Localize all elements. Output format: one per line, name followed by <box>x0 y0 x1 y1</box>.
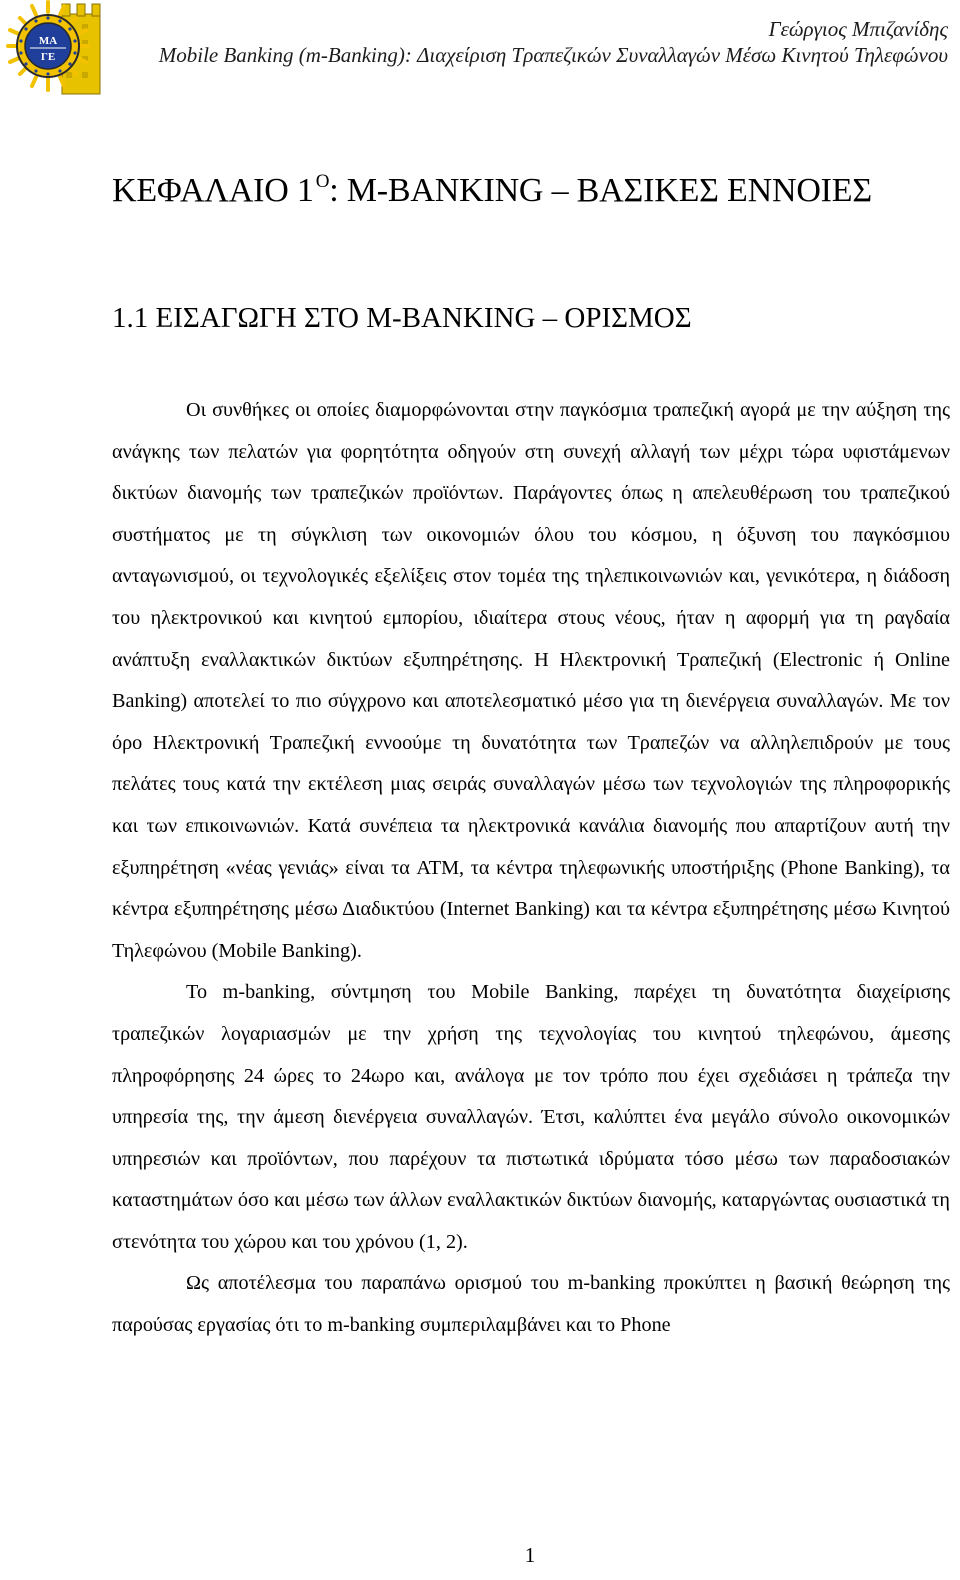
page-number: 1 <box>524 1543 536 1567</box>
svg-text:ΓΕ: ΓΕ <box>40 51 56 63</box>
svg-text:ΜΑ: ΜΑ <box>38 35 58 47</box>
header-author: Γεώργιος Μπιζανίδης <box>768 17 948 41</box>
section-title: 1.1 ΕΙΣΑΓΩΓΗ ΣΤΟ M-BANKING – ΟΡΙΣΜΟΣ <box>112 302 692 334</box>
body-text <box>112 390 950 1347</box>
university-seal-icon <box>4 0 108 96</box>
chapter-superscript: Ο <box>315 171 330 192</box>
chapter-label: ΚΕΦΑΛΑΙΟ 1 <box>112 172 314 209</box>
chapter-subtitle: : M-BANKING – ΒΑΣΙΚΕΣ ΕΝΝΟΙΕΣ <box>329 172 872 209</box>
paragraph-1: Οι συνθήκες οι οποίες διαμορφώνονται στην παγκόσμια τραπεζική αγορά με την αύξηση της ανάγκης των πελατών για φορητότητα οδηγούν στη συνεχή αλλαγή των μέχρι τώρα υφιστάμενων δικτύων διανομής των τραπεζικών προϊόντων. Παράγοντες όπως η απελευθέρωση του τραπεζικού συστήματος με τη σύγκλιση των οικονομιών όλου του κόσμου, η όξυνση του παγκόσμιου ανταγωνισμού, οι τεχνολογικές εξελίξεις στον τομέα της τηλεπικοινωνιών και, γενικότερα, η διάδοση του ηλεκτρονικού και κινητού εμπορίου, ιδιαίτερα στους νέους, ήταν η αφορμή για τη ραγδαία ανάπτυξη εναλλακτικών δικτύων εξυπηρέτησης. Η Ηλεκτρονική Τραπεζική (Electronic ή Online Banking) αποτελεί το πιο σύγχρονο και αποτελεσματικό μέσο για τη διενέργεια συναλλαγών. Με τον όρο Ηλεκτρονική Τραπεζική εννοούμε τη δυνατότητα των Τραπεζών να αλληλεπιδρούν με τους πελάτες τους κατά την εκτέλεση μιας σειράς συναλλαγών μέσω των τεχνολογιών της πληροφορικής και των επικοινωνιών. Κατά συνέπεια τα ηλεκτρονικά κανάλια διανομής που απαρτίζουν αυτή την εξυπηρέτηση «νέας γενιάς» είναι τα ATM, τα κέντρα τηλεφωνικής υποστήριξης (Phone Banking), τα κέντρα εξυπηρέτησης μέσω Διαδικτύου (Internet Banking) και τα κέντρα εξυπηρέτησης μέσω Κινητού Τηλεφώνου (Mobile Banking). <box>112 399 950 962</box>
chapter-title <box>112 160 872 213</box>
paragraph-3: Ως αποτέλεσμα του παραπάνω ορισμού του m-banking προκύπτει η βασική θεώρηση της παρούσας εργασίας ότι το m-banking συμπεριλαμβάνει και το Phone <box>112 1272 950 1337</box>
paragraph-2: Το m-banking, σύντμηση του Mobile Banking, παρέχει τη δυνατότητα διαχείρισης τραπεζικών λογαριασμών με την χρήση της τεχνολογίας του κινητού τηλεφώνου, άμεσης πληροφόρησης 24 ώρες το 24ωρο και, ανάλογα με τον τρόπο που έχει σχεδιάσει η τράπεζα την υπηρεσία της, την άμεση διενέργεια συναλλαγών. Έτσι, καλύπτει ένα μεγάλο σύνολο οικονομικών υπηρεσιών και προϊόντων, που παρέχουν τα πιστωτικά ιδρύματα τόσο μέσω των παραδοσιακών καταστημάτων όσο και μέσω των άλλων εναλλακτικών δικτύων διανομής, καταργώντας ουσιαστικά τη στενότητα του χώρου και του χρόνου (1, 2). <box>112 981 950 1253</box>
running-header <box>159 16 948 68</box>
header-title: Mobile Banking (m-Banking): Διαχείριση Τραπεζικών Συναλλαγών Μέσω Κινητού Τηλεφώνου <box>158 43 948 67</box>
